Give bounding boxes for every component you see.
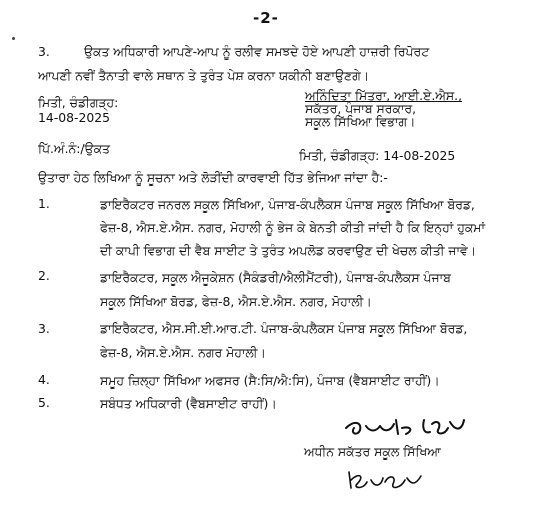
endorsement-ref: ਪਿੱ.ਅੰ.ਨੰ:/ਉਕਤ	[38, 141, 110, 156]
recipient-4-line-1: ਸਮੂਹ ਜ਼ਿਲ੍ਹਾ ਸਿੱਖਿਆ ਅਫਸਰ (ਸੈ:ਸਿ/ਐ:ਸਿ), ਪੰਜਾਬ (ਵੈਬਸਾਈਟ ਰਾਹੀਂ)।	[100, 373, 440, 388]
recipient-2-number: 2.	[38, 268, 50, 283]
signatory-designation-2: ਸਕੂਲ ਸਿੱਖਿਆ ਵਿਭਾਗ।	[305, 114, 416, 129]
page-number: -2-	[253, 9, 279, 27]
signatory-name: ਅਨਿੰਦਿਤਾ ਮਿੱਤਰਾ, ਆਈ.ਏ.ਐਸ.,	[305, 88, 463, 103]
recipient-1-line-3: ਦੀ ਕਾਪੀ ਵਿਭਾਗ ਦੀ ਵੈਬ ਸਾਈਟ ਤੇ ਤੁਰੰਤ ਅਪਲੋਡ ਕਰਵਾਉਣ ਦੀ ਖੇਚਲ ਕੀਤੀ ਜਾਵੇ।	[100, 243, 477, 258]
recipient-3-line-1: ਡਾਇਰੈਕਟਰ, ਐਸ.ਸੀ.ਈ.ਆਰ.ਟੀ. ਪੰਜਾਬ-ਕੰਪਲੈਕਸ ਪੰਜਾਬ ਸਕੂਲ ਸਿੱਖਿਆ ਬੋਰਡ,	[100, 321, 468, 336]
recipient-2-line-1: ਡਾਇਰੈਕਟਰ, ਸਕੂਲ ਐਜੂਕੇਸ਼ਨ (ਸੈਕੰਡਰੀ/ਐਲੀਮੈਂਟਰੀ), ਪੰਜਾਬ-ਕੰਪਲੈਕਸ ਪੰਜਾਬ	[100, 270, 451, 285]
recipient-5-line-1: ਸਬੰਧਤ ਅਧਿਕਾਰੀ (ਵੈਬਸਾਈਟ ਰਾਹੀਂ)।	[100, 396, 277, 411]
endorsement-date: ਮਿਤੀ, ਚੰਡੀਗੜ੍ਹ: 14-08-2025	[299, 148, 456, 163]
recipient-1-line-2: ਫੇਜ਼-8, ਐਸ.ਏ.ਐਸ. ਨਗਰ, ਮੋਹਾਲੀ ਨੂੰ ਭੇਜ ਕੇ ਬੇਨਤੀ ਕੀਤੀ ਜਾਂਦੀ ਹੈ ਕਿ ਇਨ੍ਹਾਂ ਹੁਕਮਾਂ	[100, 220, 485, 235]
recipient-4-number: 4.	[38, 372, 50, 387]
recipient-3-line-2: ਫੇਜ਼-8, ਐਸ.ਏ.ਐਸ. ਨਗਰ ਮੋਹਾਲੀ।	[100, 345, 266, 360]
recipient-1-line-1: ਡਾਇਰੈਕਟਰ ਜਨਰਲ ਸਕੂਲ ਸਿੱਖਿਆ, ਪੰਜਾਬ-ਕੰਪਲੈਕਸ ਪੰਜਾਬ ਸਕੂਲ ਸਿੱਖਿਆ ਬੋਰਡ,	[100, 197, 475, 212]
recipient-1-number: 1.	[38, 196, 50, 211]
signatory-designation-1: ਸਕੱਤਰ, ਪੰਜਾਬ ਸਰਕਾਰ,	[305, 101, 417, 116]
order-date: 14-08-2025	[38, 110, 111, 125]
recipient-2-line-2: ਸਕੂਲ ਸਿੱਖਿਆ ਬੋਰਡ, ਫੇਜ਼-8, ਐਸ.ਏ.ਐਸ. ਨਗਰ, ਮੋਹਾਲੀ।	[100, 294, 372, 309]
item-3-line-1: ਉਕਤ ਅਧਿਕਾਰੀ ਆਪਣੇ-ਆਪ ਨੂੰ ਰਲੀਵ ਸਮਝਦੇ ਹੋਏ ਆਪਣੀ ਹਾਜ਼ਰੀ ਰਿਪੋਰਟ	[84, 44, 430, 59]
second-signatory-designation: ਅਧੀਨ ਸਕੱਤਰ ਸਕੂਲ ਸਿੱਖਿਆ	[304, 444, 441, 459]
endorsement-intro: ਉਤਾਰਾ ਹੇਠ ਲਿਖਿਆ ਨੂੰ ਸੂਚਨਾ ਅਤੇ ਲੋੜੀਂਦੀ ਕਾਰਵਾਈ ਹਿੱਤ ਭੇਜਿਆ ਜਾਂਦਾ ਹੈ:-	[38, 170, 388, 185]
handwritten-initials	[345, 466, 425, 496]
recipient-5-number: 5.	[38, 395, 50, 410]
scan-speck	[12, 37, 15, 40]
item-3-line-2: ਆਪਣੀ ਨਵੀਂ ਤੈਨਾਤੀ ਵਾਲੇ ਸਥਾਨ ਤੇ ਤੁਰੰਤ ਪੇਸ਼ ਕਰਨਾ ਯਕੀਨੀ ਬਣਾਉਣਗੇ।	[38, 68, 370, 83]
place-date-label: ਮਿਤੀ, ਚੰਡੀਗੜ੍ਹ:	[38, 95, 119, 110]
recipient-3-number: 3.	[38, 321, 50, 336]
item-3-number: 3.	[38, 44, 50, 59]
